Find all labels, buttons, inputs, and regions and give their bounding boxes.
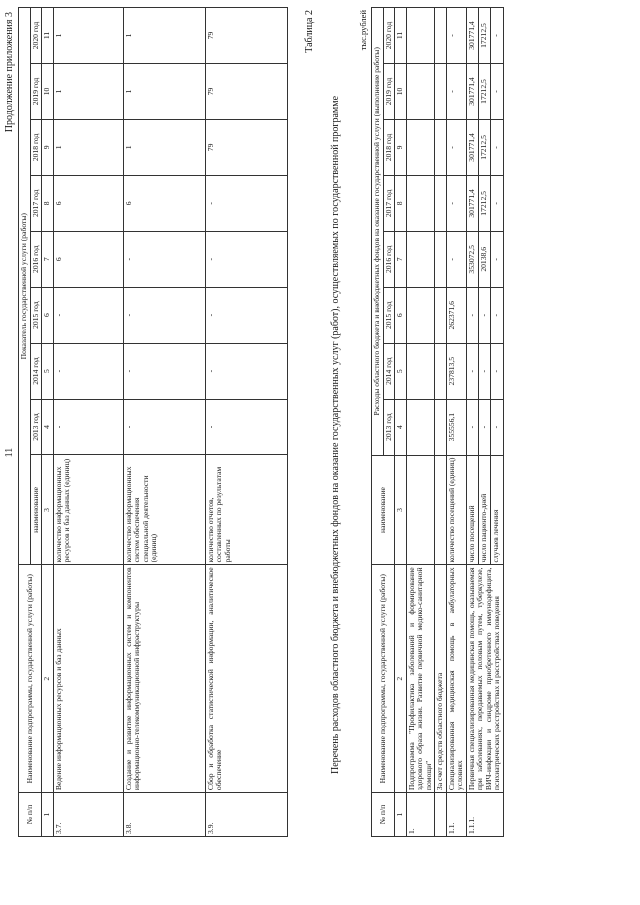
year-value: 79	[205, 8, 287, 64]
column-number: 11	[395, 8, 407, 64]
indicator-name: случаев лечения	[491, 455, 503, 565]
column-number: 9	[395, 119, 407, 175]
year-value: -	[123, 287, 205, 343]
expense-value	[435, 8, 447, 64]
row-number: 1.1.	[446, 793, 466, 837]
year-value: 1	[123, 8, 205, 64]
column-number: 5	[42, 343, 54, 399]
year-header: 2015 год	[383, 287, 395, 343]
year-header: 2014 год	[383, 343, 395, 399]
year-header: 2015 год	[30, 287, 42, 343]
column-number: 9	[42, 119, 54, 175]
expense-value: -	[446, 231, 466, 287]
row-number: 3.9.	[205, 793, 287, 837]
units-label: тыс.рублей	[358, 10, 368, 51]
indicator-name: количество информационных ресурсов и баз данных (единиц)	[53, 455, 123, 565]
year-header: 2018 год	[383, 119, 395, 175]
indicator-group-header: Показатель государственной услуги (работы)	[19, 8, 31, 565]
program-name: Подпрограмма "Профилактика заболеваний и формирование здорового образа жизни. Развитие первичной медико-санитарной помощи"	[406, 565, 435, 793]
table-row	[123, 8, 205, 837]
row-number: 3.7.	[53, 793, 123, 837]
expense-value: -	[466, 287, 478, 343]
year-value: 1	[123, 119, 205, 175]
year-value: 1	[123, 64, 205, 120]
year-value: -	[123, 399, 205, 455]
expense-value	[435, 231, 447, 287]
expense-value: -	[466, 399, 478, 455]
expense-value: -	[446, 64, 466, 120]
expense-value	[435, 399, 447, 455]
col-name-header: наименование	[372, 455, 395, 565]
indicator-name: количество посещений (единиц)	[446, 455, 466, 565]
expense-table	[371, 7, 504, 837]
year-header: 2014 год	[30, 343, 42, 399]
expense-value	[406, 119, 435, 175]
table-row	[53, 8, 123, 837]
page-number: 11	[4, 447, 15, 458]
expense-value: -	[478, 399, 490, 455]
year-value: -	[123, 343, 205, 399]
column-number: 1	[395, 793, 407, 837]
indicator-name: число пациенто-дней	[478, 455, 490, 565]
expense-value	[406, 231, 435, 287]
expense-value: 355556,1	[446, 399, 466, 455]
column-number: 6	[395, 287, 407, 343]
col-name-header: наименование	[30, 455, 42, 565]
expense-value: 17212,5	[478, 8, 490, 64]
column-number: 8	[395, 175, 407, 231]
year-value: -	[205, 399, 287, 455]
expense-value: 353072,5	[466, 231, 478, 287]
column-number: 4	[42, 399, 54, 455]
expense-value: -	[491, 231, 503, 287]
indicator-name: количество отчетов, составленных по результатам работы	[205, 455, 287, 565]
expense-value	[435, 287, 447, 343]
expense-value: 17212,5	[478, 64, 490, 120]
expense-value: -	[491, 287, 503, 343]
row-number: 1.	[406, 793, 435, 837]
column-number: 1	[42, 793, 54, 837]
indicator-name	[435, 455, 447, 565]
year-value: -	[53, 343, 123, 399]
col-program-header: Наименование подпрограммы, государственной услуги (работы)	[372, 565, 395, 793]
expense-value: -	[491, 399, 503, 455]
column-number: 3	[42, 455, 54, 565]
expense-value	[406, 64, 435, 120]
expense-group-header: Расходы областного бюджета и внебюджетных фондов на оказание государственной услуги (выполнение работы)	[372, 8, 384, 456]
table2-caption: Перечень расходов областного бюджета и внебюджетных фондов на оказание государственных услуг (работ), осуществляемых по государственной программе	[330, 95, 341, 775]
year-header: 2018 год	[30, 119, 42, 175]
column-number: 5	[395, 343, 407, 399]
expense-value: 17212,5	[478, 175, 490, 231]
table-row	[205, 8, 287, 837]
year-value: 6	[53, 231, 123, 287]
expense-value	[435, 64, 447, 120]
program-name: Специализированная медицинская помощь в амбулаторных условиях	[446, 565, 466, 793]
expense-value: 301771,4	[466, 119, 478, 175]
expense-value	[435, 175, 447, 231]
indicator-name: число посещений	[466, 455, 478, 565]
table-row	[406, 8, 435, 837]
expense-value	[435, 119, 447, 175]
year-header: 2013 год	[383, 399, 395, 455]
year-value: 1	[53, 119, 123, 175]
year-value: 79	[205, 119, 287, 175]
expense-value: -	[491, 343, 503, 399]
column-number: 2	[42, 565, 54, 793]
col-num-header: № п/п	[372, 793, 395, 837]
expense-value	[406, 287, 435, 343]
year-value: 79	[205, 64, 287, 120]
column-number: 3	[395, 455, 407, 565]
column-number: 6	[42, 287, 54, 343]
program-name: Ведение информационных ресурсов и баз данных	[53, 565, 123, 793]
year-header: 2019 год	[383, 64, 395, 120]
expense-value: -	[491, 175, 503, 231]
year-value: -	[53, 399, 123, 455]
year-value: 1	[53, 8, 123, 64]
year-value: -	[205, 343, 287, 399]
expense-value: 20138,6	[478, 231, 490, 287]
expense-value: -	[446, 175, 466, 231]
expense-value: -	[491, 64, 503, 120]
table-row	[466, 8, 478, 837]
year-header: 2019 год	[30, 64, 42, 120]
program-name: Сбор и обработка статистической информации, аналитическое обеспечение	[205, 565, 287, 793]
row-number: 1.1.1.	[466, 793, 503, 837]
expense-value: -	[491, 119, 503, 175]
year-header: 2013 год	[30, 399, 42, 455]
expense-value: 17212,5	[478, 119, 490, 175]
expense-value: 262371,6	[446, 287, 466, 343]
year-header: 2017 год	[383, 175, 395, 231]
program-name: Первичная специализированная медицинская помощь, оказываемая при заболеваниях, передаваемых половым путем, туберкулезе, ВИЧ-инфекции и синдроме приобретенного иммунодефицита, психиатрических расстройствах и расстройствах поведения	[466, 565, 503, 793]
expense-value	[406, 175, 435, 231]
year-value: 6	[53, 175, 123, 231]
year-header: 2017 год	[30, 175, 42, 231]
year-value: -	[53, 287, 123, 343]
column-number: 10	[395, 64, 407, 120]
column-number-row	[42, 8, 54, 837]
year-header: 2020 год	[30, 8, 42, 64]
expense-value: -	[478, 343, 490, 399]
column-number: 8	[42, 175, 54, 231]
expense-value: 301771,4	[466, 8, 478, 64]
program-name: Создание и развитие информационных систем и компонентов информационно-телекоммуникационной инфраструктуры	[123, 565, 205, 793]
indicator-name: количество информационных систем обеспечения специальной деятельности (единиц)	[123, 455, 205, 565]
expense-value	[406, 343, 435, 399]
column-number: 2	[395, 565, 407, 793]
row-number: 3.8.	[123, 793, 205, 837]
col-program-header: Наименование подпрограммы, государственной услуги (работы)	[19, 565, 42, 793]
expense-value: -	[491, 8, 503, 64]
column-number: 11	[42, 8, 54, 64]
expense-value	[406, 399, 435, 455]
year-value: 1	[53, 64, 123, 120]
column-number: 7	[42, 231, 54, 287]
appendix-label: Продолжение приложения 3	[4, 12, 15, 133]
expense-value: 301771,4	[466, 64, 478, 120]
expense-value	[406, 8, 435, 64]
expense-value: -	[466, 343, 478, 399]
year-value: -	[205, 175, 287, 231]
indicator-name	[406, 455, 435, 565]
col-num-header: № п/п	[19, 793, 42, 837]
year-header: 2016 год	[30, 231, 42, 287]
column-number: 10	[42, 64, 54, 120]
year-value: -	[123, 231, 205, 287]
year-header: 2016 год	[383, 231, 395, 287]
year-value: 6	[123, 175, 205, 231]
column-number: 4	[395, 399, 407, 455]
expense-value: 237813,5	[446, 343, 466, 399]
expense-value	[435, 343, 447, 399]
year-header: 2020 год	[383, 8, 395, 64]
table-row	[435, 8, 447, 837]
table2-label: Таблица 2	[304, 10, 315, 53]
expense-value: -	[446, 8, 466, 64]
expense-value: -	[478, 287, 490, 343]
row-number	[435, 793, 447, 837]
program-name: За счет средств областного бюджета	[435, 565, 447, 793]
expense-value: 301771,4	[466, 175, 478, 231]
year-value: -	[205, 231, 287, 287]
year-value: -	[205, 287, 287, 343]
column-number: 7	[395, 231, 407, 287]
indicator-table	[18, 7, 288, 837]
column-number-row	[395, 8, 407, 837]
expense-value: -	[446, 119, 466, 175]
table-row	[446, 8, 466, 837]
